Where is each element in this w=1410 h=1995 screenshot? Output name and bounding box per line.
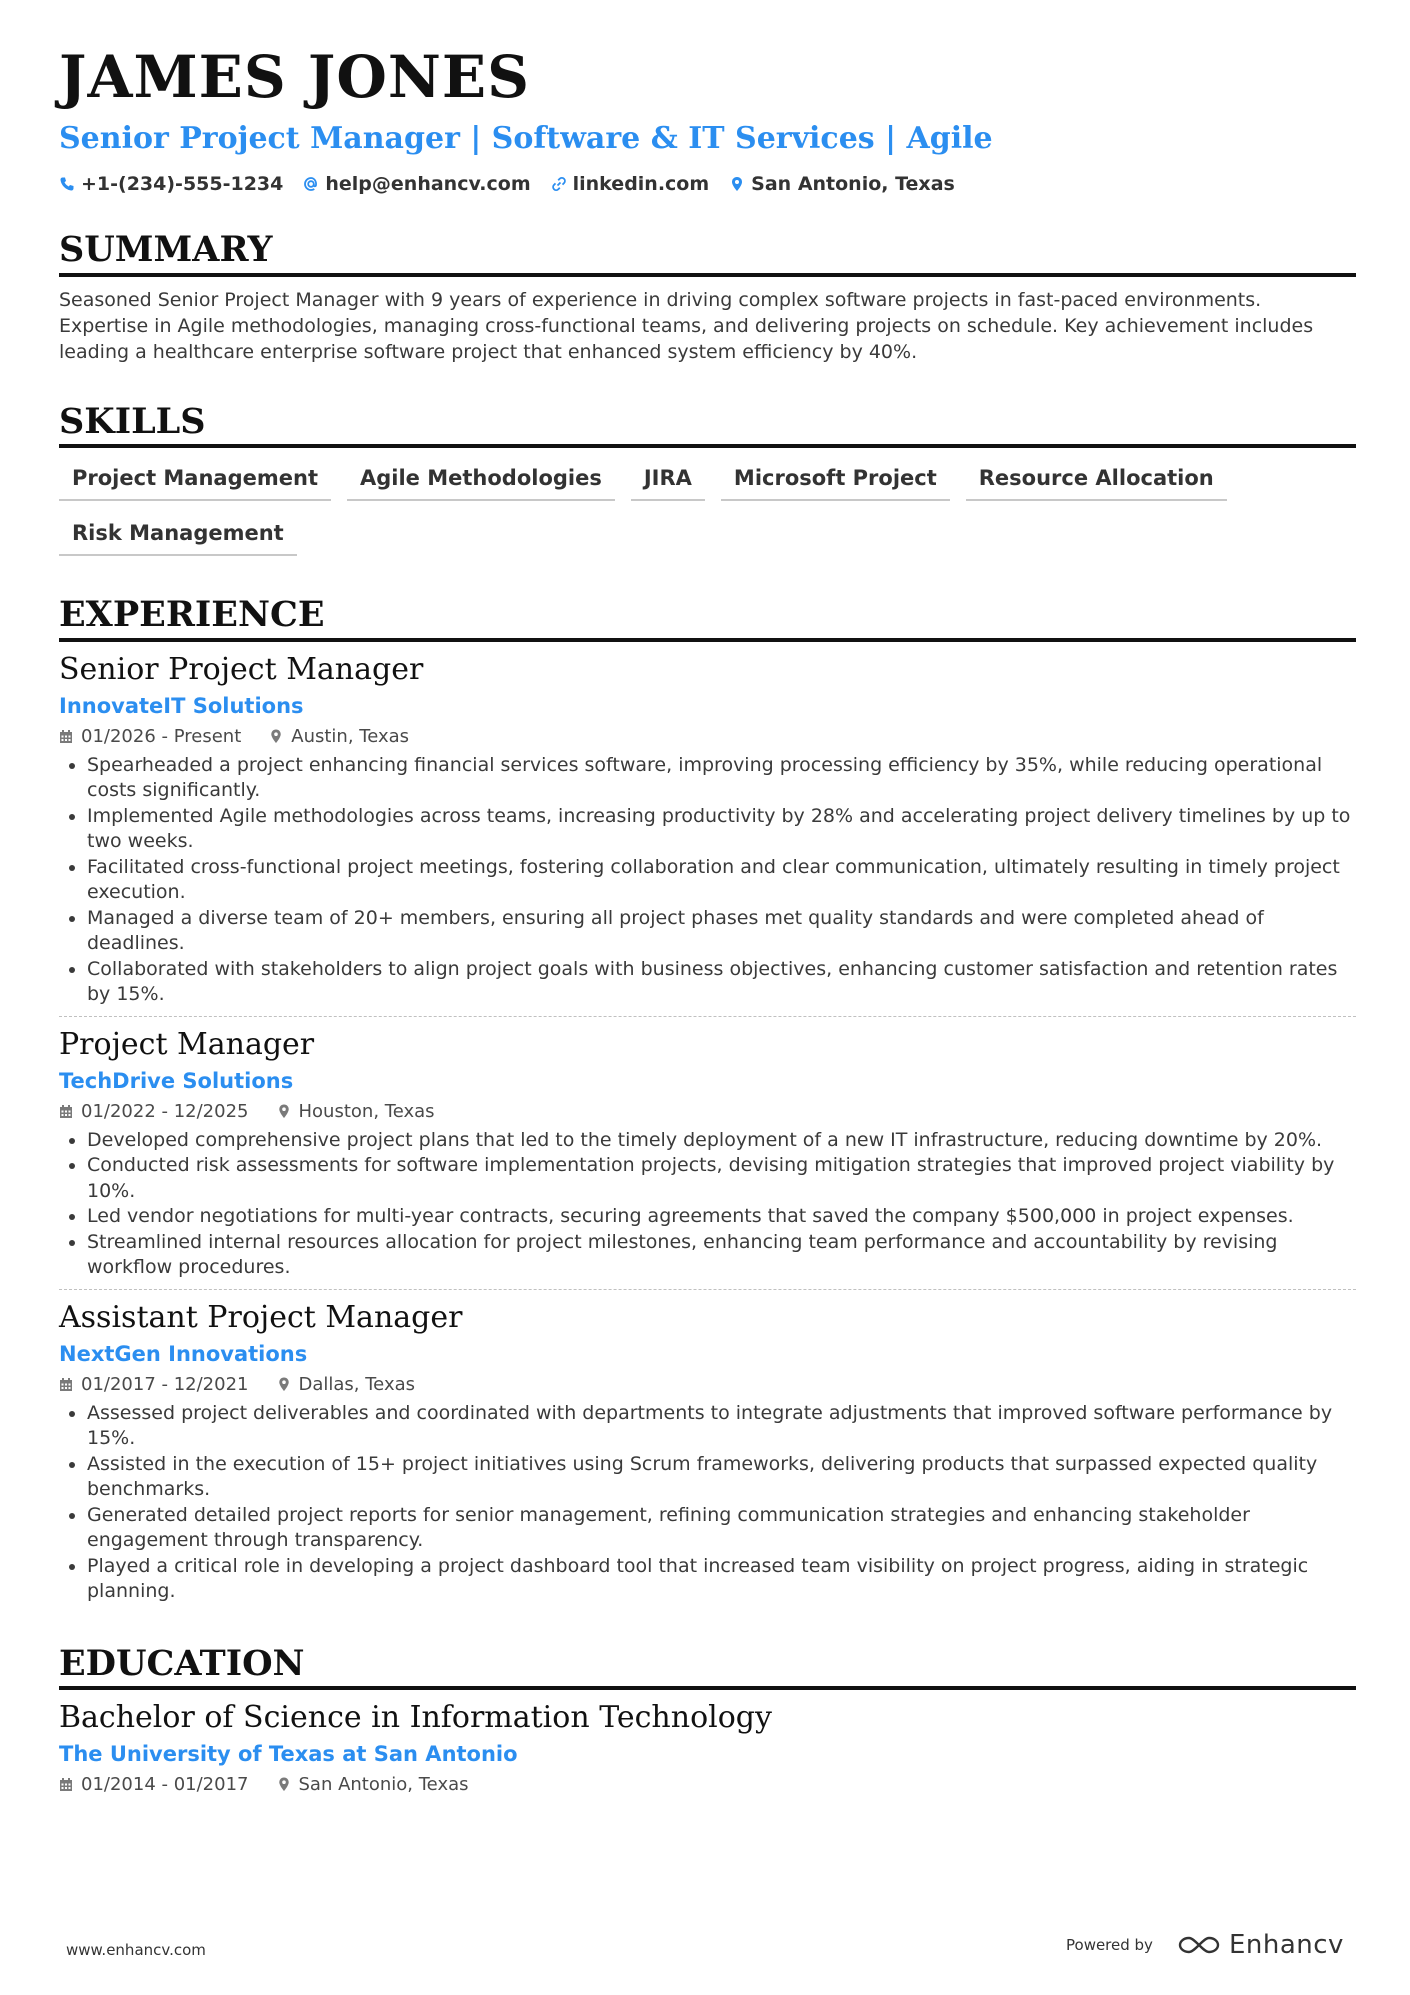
bullet-item: • Generated detailed project reports for senior management, refining communication strategies and enhancing stakeholder engagement through transparency. (87, 1503, 1356, 1554)
education-section (59, 1642, 1356, 1796)
skill-tag: JIRA (631, 460, 705, 501)
header (59, 43, 1356, 195)
skill-tag: Risk Management (59, 515, 297, 556)
calendar-icon (59, 729, 73, 744)
calendar-icon (59, 1104, 73, 1119)
skills-section (59, 400, 1356, 557)
contact-phone[interactable] (59, 173, 283, 195)
contact-location (729, 173, 955, 195)
company-name[interactable]: NextGen Innovations (59, 1341, 308, 1366)
summary-heading: SUMMARY (59, 231, 1356, 277)
job-meta (59, 1101, 1356, 1122)
footer-website[interactable]: www.enhancv.com (66, 1941, 206, 1959)
location-text: San Antonio, Texas (751, 173, 955, 195)
experience-heading: EXPERIENCE (59, 596, 1356, 642)
skill-tag: Resource Allocation (966, 460, 1227, 501)
dates-text: 01/2014 - 01/2017 (81, 1774, 249, 1795)
calendar-icon (59, 1377, 73, 1392)
job-title: Project Manager (59, 1026, 315, 1062)
dates-text: 01/2022 - 12/2025 (81, 1100, 249, 1122)
bullet-item: • Managed a diverse team of 20+ members, ensuring all project phases met quality standards and were completed ahead of deadlines. (87, 906, 1356, 957)
bullet-item: • Conducted risk assessments for software implementation projects, devising mitigation strategies that improved project viability by 10%. (87, 1153, 1356, 1204)
job-bullets (59, 1128, 1356, 1281)
contact-email[interactable] (303, 173, 530, 195)
skills-list (59, 460, 1239, 556)
dates-text: 01/2026 - Present (81, 725, 242, 747)
education-dates (59, 1774, 249, 1795)
brand-name: Enhancv (1228, 1930, 1344, 1960)
experience-entry (59, 652, 1356, 1017)
job-bullets (59, 1401, 1356, 1605)
experience-entry (59, 1300, 1356, 1613)
job-dates (59, 726, 241, 747)
location-pin-icon (729, 176, 745, 192)
contact-row (59, 173, 1356, 195)
bullet-item: • Played a critical role in developing a project dashboard tool that increased team visibility on project progress, aiding in strategic planning. (87, 1554, 1356, 1605)
job-dates (59, 1374, 249, 1395)
bullet-item: • Collaborated with stakeholders to align project goals with business objectives, enhancing customer satisfaction and retention rates by 15%. (87, 957, 1356, 1008)
job-title: Senior Project Manager (59, 651, 424, 687)
company-name[interactable]: InnovateIT Solutions (59, 693, 304, 718)
bullet-item: • Spearheaded a project enhancing financial services software, improving processing efficiency by 35%, while reducing operational costs significantly. (87, 753, 1356, 804)
location-pin-icon (269, 729, 283, 744)
at-icon (303, 176, 319, 192)
skill-tag: Microsoft Project (721, 460, 950, 501)
experience-entry (59, 1027, 1356, 1290)
phone-text: +1-(234)-555-1234 (81, 173, 284, 195)
location-text: Houston, Texas (298, 1100, 435, 1122)
bullet-item: • Implemented Agile methodologies across teams, increasing productivity by 28% and accelerating project delivery timelines by up to two weeks. (87, 804, 1356, 855)
company-name[interactable]: TechDrive Solutions (59, 1068, 294, 1093)
location-pin-icon (277, 1104, 291, 1119)
location-pin-icon (277, 1377, 291, 1392)
contact-linkedin[interactable] (551, 173, 710, 195)
bullet-item: • Led vendor negotiations for multi-year contracts, securing agreements that saved the company $500,000 in project expenses. (87, 1204, 1356, 1230)
job-location (277, 1374, 416, 1395)
degree-title: Bachelor of Science in Information Technology (59, 1700, 772, 1735)
school-name[interactable]: The University of Texas at San Antonio (59, 1742, 518, 1766)
job-title: Assistant Project Manager (59, 1299, 463, 1335)
job-meta (59, 726, 1356, 747)
bullet-item: • Streamlined internal resources allocation for project milestones, enhancing team performance and accountability by revising workflow procedures. (87, 1230, 1356, 1281)
location-text: Dallas, Texas (298, 1373, 415, 1395)
dates-text: 01/2017 - 12/2021 (81, 1373, 249, 1395)
job-meta (59, 1374, 1356, 1395)
experience-section (59, 596, 1356, 1613)
enhancv-logo[interactable] (1177, 1930, 1344, 1960)
resume-page (59, 43, 1356, 1795)
job-bullets (59, 753, 1356, 1008)
bullet-item: • Facilitated cross-functional project meetings, fostering collaboration and clear communication, ultimately resulting in timely project execution. (87, 855, 1356, 906)
bullet-item: • Assessed project deliverables and coordinated with departments to integrate adjustments that improved software performance by 15%. (87, 1401, 1356, 1452)
skills-heading: SKILLS (59, 403, 1356, 449)
education-location (277, 1774, 469, 1795)
job-location (269, 726, 409, 747)
bullet-item: • Assisted in the execution of 15+ project initiatives using Scrum frameworks, delivering products that surpassed expected quality benchmarks. (87, 1452, 1356, 1503)
job-location (277, 1101, 435, 1122)
job-dates (59, 1101, 249, 1122)
education-meta (59, 1774, 1356, 1795)
summary-section (59, 231, 1356, 365)
summary-text: Seasoned Senior Project Manager with 9 years of experience in driving complex software projects in fast-paced environments. Expertise in Agile methodologies, managing cross-functional teams, and delivering projects on schedule. Key achievement includes leading a healthcare enterprise software project that enhanced system efficiency by 40%. (59, 288, 1314, 363)
education-heading: EDUCATION (59, 1645, 1356, 1691)
enhancv-logo-icon (1177, 1934, 1221, 1956)
location-text: San Antonio, Texas (298, 1774, 469, 1795)
link-icon (551, 176, 567, 192)
location-text: Austin, Texas (291, 725, 410, 747)
skill-tag: Project Management (59, 460, 331, 501)
footer-branding (1066, 1930, 1344, 1960)
bullet-item: • Developed comprehensive project plans that led to the timely deployment of a new IT infrastructure, reducing downtime by 20%. (87, 1128, 1356, 1154)
linkedin-text: linkedin.com (572, 173, 710, 195)
powered-by-label: Powered by (1066, 1936, 1153, 1954)
location-pin-icon (277, 1777, 291, 1792)
skill-tag: Agile Methodologies (347, 460, 615, 501)
calendar-icon (59, 1777, 73, 1792)
phone-icon (59, 176, 75, 192)
email-text: help@enhancv.com (325, 173, 531, 195)
candidate-name: JAMES JONES (59, 43, 531, 111)
headline: Senior Project Manager | Software & IT Services | Agile (59, 121, 993, 156)
